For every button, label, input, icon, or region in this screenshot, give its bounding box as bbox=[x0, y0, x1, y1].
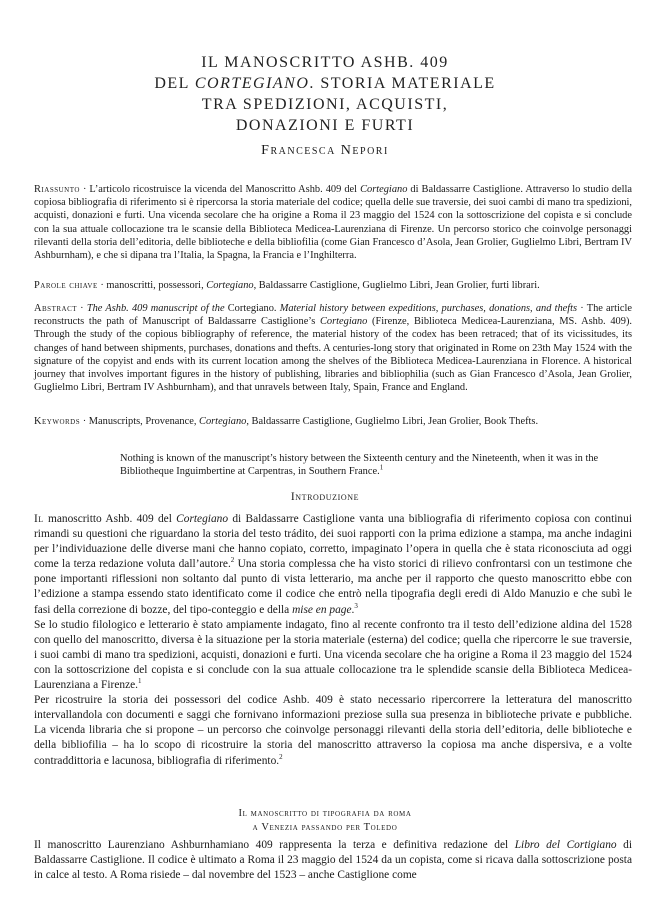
title-line-1: IL MANOSCRITTO ASHB. 409 bbox=[201, 54, 449, 71]
keywords-paragraph: Keywords · Manuscripts, Provenance, Cortegiano, Baldassarre Castiglione, Guglielmo Libri, Jean Grolier, Book Thefts. bbox=[34, 416, 539, 427]
keywords-label: Keywords bbox=[34, 416, 81, 427]
section-2-paragraph-1: Il manoscritto Laurenziano Ashburnhamiano 409 rappresenta la terza e definitiva redazione del Libro del Cortigiano di Baldassarre Castiglione. Il codice è ultimato a Roma il 23 maggio del 1524 da un copista, come si ricava dalla sottoscrizione posta in calce al testo. A Roma risiede – dal novembre del 1523 – anche Castiglione come bbox=[34, 839, 632, 882]
title-line-3: TRA SPEDIZIONI, ACQUISTI, bbox=[201, 96, 449, 113]
intro-paragraph-1: Il manoscritto Ashb. 409 del Cortegiano di Baldassarre Castiglione vanta una bibliografia di riferimento copiosa con continui rimandi su questioni che riguardano la storia del testo trádito, dei suoi rapporti con la prima edizione a stampa, ma anche indagini per l’individuazione delle diverse mani che hanno copiato, corretto, impaginato l’opera in quella che è stata riconosciuta ad oggi come la terza redazione voluta dall’autore.$^2$ Una storia complessa che ha visto storici di rilievo confrontarsi con un testimone che pone importanti riflessioni non soltanto dal punto di vista letterario, ma anche per il rapporto che questo manoscritto ebbe con l’edizione a stampa essendo stato identificato come il codice che entrò nella tipografia degli eredi di Aldo Manuzio e che subì le fasi della correzione di bozze, del tipo-conteggio e della mise en page.$^3$ bbox=[34, 513, 632, 616]
parole-chiave-label: Parole chiave bbox=[34, 280, 98, 291]
riassunto-label: Riassunto bbox=[34, 184, 80, 195]
parole-chiave-paragraph: Parole chiave · manoscritti, possessori, Cortegiano, Baldassarre Castiglione, Guglielmo Libri, Jean Grolier, furti librari. bbox=[34, 280, 540, 291]
title-line-2: DEL CORTEGIANO. STORIA MATERIALE bbox=[154, 75, 496, 92]
introduzione-body bbox=[34, 512, 632, 769]
intro-paragraph-3: Per ricostruire la storia dei possessori del codice Ashb. 409 è stato necessario ripercorrere la letteratura del manoscritto intervallandola con documenti e saggi che fornivano informazioni preziose sulla sua presenza in biblioteche private e pubbliche. La vicenda libraria che si propone – un percorso che coinvolge personaggi rilevanti della storia dell’editoria, delle biblioteche e della bibliofilia – ha lo scopo di ricostruire la storia del manoscritto attraverso la copiosa ma anche dispersiva, e a volte contraddittoria e lacunosa, bibliografia di riferimento.$^2$ bbox=[34, 694, 632, 767]
article-title bbox=[0, 52, 650, 136]
epigraph-quote: Nothing is known of the manuscript’s history between the Sixteenth century and the Nineteenth, when it was in the Bibliotheque Inguimbertine at Carpentras, in Southern France.$^1$ bbox=[120, 453, 599, 478]
abstract-label: Abstract bbox=[34, 303, 78, 314]
footnote-ref: 1 bbox=[379, 463, 384, 472]
title-line-4: DONAZIONI E FURTI bbox=[235, 117, 415, 134]
section-2-body bbox=[34, 838, 632, 883]
section-2-heading: Il manoscritto di tipografia da roma a Venezia passando per Toledo bbox=[238, 808, 412, 833]
abstract-paragraph: Abstract · The Ashb. 409 manuscript of the Cortegiano. Material history between expeditions, purchases, donations, and thefts · The article reconstructs the path of Manuscript of Baldassarre Castiglione’s Cortegiano (Firenze, Biblioteca Medicea-Laurenziana, MS. Ashb. 409). Through the study of the copious bibliography of reference, the material history of the codex has been retraced; that of its vicissitudes, its changes of hand between shipments, purchases, donations and thefts. A centuries-long story that originated in Rome on 23th May 1524 with the signature of the copyist and ends with its current location among the shelves of the Biblioteca Medicea-Laurenziana in Florence. A historical journey that involves important figures in the history of publishing, libraries and bibliophilia (such as Gian Francesco d’Asola, Jean Grolier, Guglielmo Libri, Bertram IV Ashburnham), and that unravels between Italy, Spain, France and England. bbox=[34, 303, 633, 394]
introduzione-heading: Introduzione bbox=[290, 491, 360, 503]
intro-paragraph-2: Se lo studio filologico e letterario è stato ampiamente indagato, fino al recente confronto tra il testo dell’edizione aldina del 1528 con quello del manoscritto, diversa è la situazione per la storia materiale (esterna) del codice; quella che ripercorre le sue traversie, i suoi cambi di mano tra spedizioni, acquisti, donazioni e furti. Una vicenda secolare che ha origine a Roma il 23 maggio del 1524 con la sottoscrizione del copista e si conclude con la sua attuale collocazione tra le splendide scansie della Biblioteca Medicea-Laurenziana a Firenze.$^1$ bbox=[34, 618, 632, 692]
riassunto-paragraph: Riassunto · L’articolo ricostruisce la vicenda del Manoscritto Ashb. 409 del Cortegiano di Baldassarre Castiglione. Attraverso lo studio della copiosa bibliografia di riferimento si è ripercorsa la storia materiale del codice; quella delle sue traversie, dei suoi cambi di mano tra spedizioni, acquisti, donazioni e furti. Una vicenda secolare che ha origine a Roma il 23 maggio del 1524 con la sottoscrizione del copista e si conclude con la sua attuale collocazione tra le scansie della Biblioteca Medicea-Laurenziana di Firenze. Un percorso storico che coinvolge personaggi rilevanti della storia dell’editoria, delle biblioteche e della bibliofilia (come Gian Francesco d’Asola, Jean Grolier, Guglielmo Libri, Bertram IV Ashburnham), e che si dipana tra l’Italia, la Spagna, la Francia e l’Inghilterra. bbox=[34, 184, 632, 262]
author-name: Francesca Nepori bbox=[261, 143, 389, 158]
